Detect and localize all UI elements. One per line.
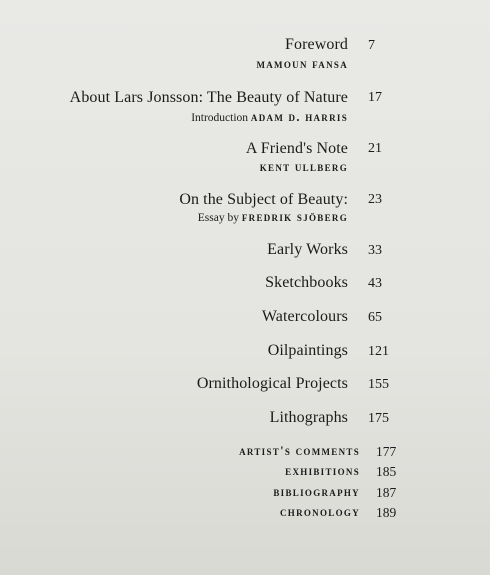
page-number: 17 bbox=[368, 90, 382, 105]
entry-title: bibliography bbox=[273, 485, 360, 499]
page-number: 177 bbox=[376, 444, 397, 459]
entry-title: artist's comments bbox=[239, 444, 360, 458]
entry-title: chronology bbox=[279, 505, 360, 519]
entry-byline: Essay by fredrik sjöberg bbox=[197, 210, 348, 224]
entry-title: Early Works bbox=[267, 241, 348, 258]
page-number: 43 bbox=[368, 276, 382, 291]
entry-title: A Friend's Note bbox=[245, 140, 348, 157]
entry-byline bbox=[260, 160, 348, 175]
entry-title: Sketchbooks bbox=[265, 274, 348, 291]
entry-title: On the Subject of Beauty: bbox=[179, 191, 348, 208]
page-number: 187 bbox=[376, 485, 397, 500]
entry-title: Lithographs bbox=[269, 409, 348, 426]
page-number: 7 bbox=[368, 38, 375, 53]
page-number: 189 bbox=[376, 505, 397, 520]
entry-title: Watercolours bbox=[261, 308, 348, 325]
author-name: fredrik sjöberg bbox=[241, 210, 348, 224]
entry-title: Ornithological Projects bbox=[196, 375, 348, 392]
entry-title: exhibitions bbox=[285, 464, 360, 478]
page-number: 21 bbox=[368, 141, 382, 156]
author-name: adam d. harris bbox=[250, 110, 348, 124]
page-number: 185 bbox=[376, 464, 397, 479]
page-number: 33 bbox=[368, 243, 382, 258]
page-number: 155 bbox=[368, 377, 389, 392]
page-number: 121 bbox=[368, 344, 389, 359]
entry-byline: Introduction adam d. harris bbox=[191, 110, 348, 124]
page-number: 23 bbox=[368, 192, 382, 207]
entry-title: Foreword bbox=[284, 36, 348, 53]
entry-title: About Lars Jonsson: The Beauty of Nature bbox=[69, 89, 348, 106]
page-number: 65 bbox=[368, 310, 382, 325]
entry-title: Oilpaintings bbox=[267, 342, 348, 359]
author-name: mamoun fansa bbox=[256, 57, 348, 71]
author-name: kent ullberg bbox=[259, 160, 348, 174]
entry-byline bbox=[256, 57, 348, 72]
page-number: 175 bbox=[368, 411, 389, 426]
